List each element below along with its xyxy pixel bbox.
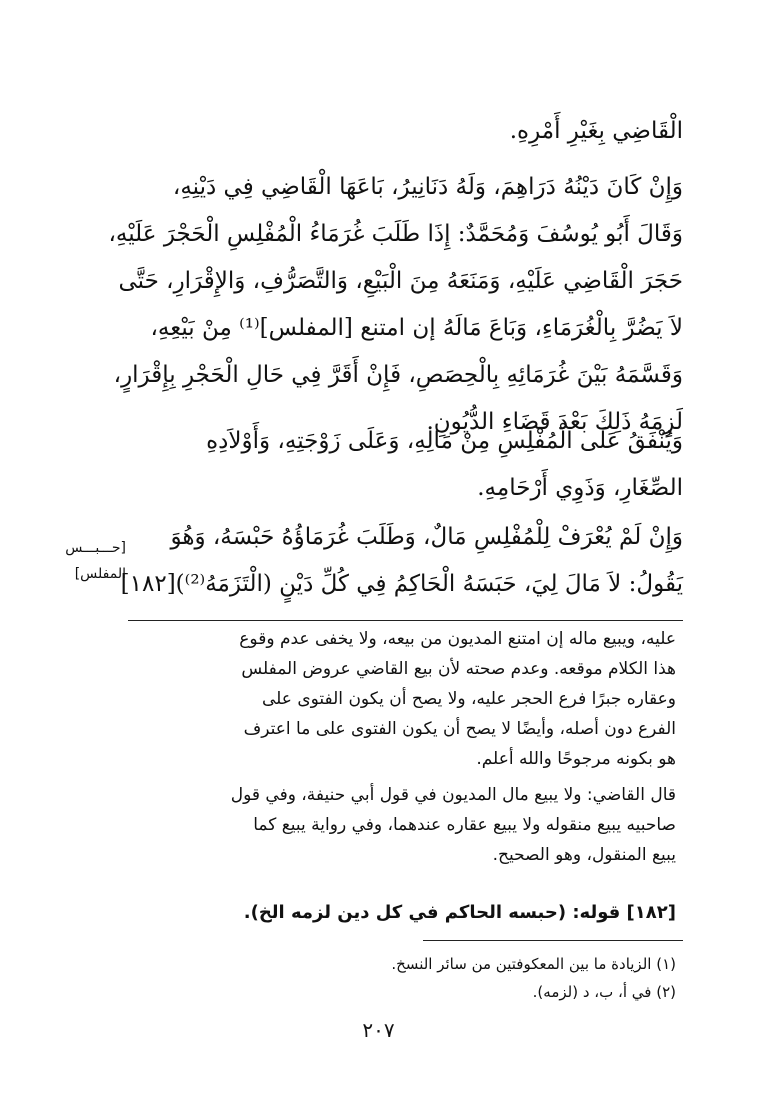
commentary-divider [128,620,683,621]
commentary-line: صاحبيه يبيع منقوله ولا يبيع عقاره عندهما، وفي رواية يبيع كما [253,815,676,835]
text-line: لَزِمَهُ ذَلِكَ بَعْدَ قَضَاءِ الدُّيُونِ. [426,409,683,435]
footnote-2: (٢) في أ، ب، د (لزمه). [532,983,676,1001]
footnote-divider [423,940,683,941]
text-line: لاَ يَضُرَّ بِالْغُرَمَاءِ، وَبَاعَ مَالَهُ إن امتنع [المفلس]⁽¹⁾ مِنْ بَيْعِهِ، [150,315,683,341]
commentary-heading [128,898,676,928]
paragraph-1 [128,108,683,155]
paragraph-3 [128,418,683,512]
commentary-line: وعقاره جبرًا فرع الحجر عليه، ولا يصح أن يكون الفتوى على [261,689,676,709]
text-line: وَإِنْ لَمْ يُعْرَفْ لِلْمُفْلِسِ مَالٌ، وَطَلَبَ غُرَمَاؤُهُ حَبْسَهُ، وَهُوَ [170,524,683,550]
footnotes [128,950,676,1006]
commentary-block-1 [128,624,676,774]
commentary-line: قال القاضي: ولا يبيع مال المديون في قول أبي حنيفة، وفي قول [230,785,676,805]
text-line: وَإِنْ كَانَ دَيْنُهُ دَرَاهِمَ، وَلَهُ دَنَانِيرُ، بَاعَهَا الْقَاضِي فِي دَيْنِهِ، [172,174,683,200]
side-note-title: [حـــبـــس [65,540,126,556]
text-line: وَقَالَ أَبُو يُوسُفَ وَمُحَمَّدٌ: إِذَا طَلَبَ غُرَمَاءُ الْمُفْلِسِ الْحَجْرَ عَلَيْهِ، [108,221,683,247]
commentary-line: هذا الكلام موقعه. وعدم صحته لأن بيع القاضي عروض المفلس [241,659,676,679]
commentary-line: يبيع المنقول، وهو الصحيح. [492,845,676,865]
text-line: وَيُنْفَقُ عَلَى الْمُفْلِسِ مِنْ مَالِهِ، وَعَلَى زَوْجَتِهِ، وَأَوْلاَدِهِ [206,428,683,454]
text-line: وَقَسَّمَهُ بَيْنَ غُرَمَائِهِ بِالْحِصَصِ، فَإِنْ أَقَرَّ فِي حَالِ الْحَجْرِ بِإِقْرَارٍ، [113,362,683,388]
page-number: ٢٠٧ [362,1018,395,1042]
commentary-line: عليه، ويبيع ماله إن امتنع المديون من بيعه، ولا يخفى عدم وقوع [239,629,676,649]
commentary-line: هو بكونه مرجوحًا والله أعلم. [476,749,676,769]
side-note-subtitle: المفلس] [74,566,126,582]
commentary-line: الفرع دون أصله، وأيضًا لا يصح أن يكون الفتوى على ما اعترف [243,719,676,739]
text-line: يَقُولُ: لاَ مَالَ لِيَ، حَبَسَهُ الْحَاكِمُ فِي كُلِّ دَيْنٍ (الْتَزَمَهُ⁽²⁾)[١٨٢] [120,571,683,597]
footnote-1: (١) الزيادة ما بين المعكوفتين من سائر النسخ. [391,955,676,973]
text-line: الْقَاضِي بِغَيْرِ أَمْرِهِ. [509,118,683,144]
text-line: الصِّغَارِ، وَذَوِي أَرْحَامِهِ. [477,475,683,501]
text-line: حَجَرَ الْقَاضِي عَلَيْهِ، وَمَنَعَهُ مِنَ الْبَيْعِ، وَالتَّصَرُّفِ، وَالإِقْرَارِ، حَتَّى [118,268,683,294]
commentary-block-2 [128,780,676,870]
paragraph-4 [120,514,683,608]
commentary-heading-text: [١٨٢] قوله: (حبسه الحاكم في كل دين لزمه الخ). [243,902,676,923]
paragraph-2 [108,164,683,446]
